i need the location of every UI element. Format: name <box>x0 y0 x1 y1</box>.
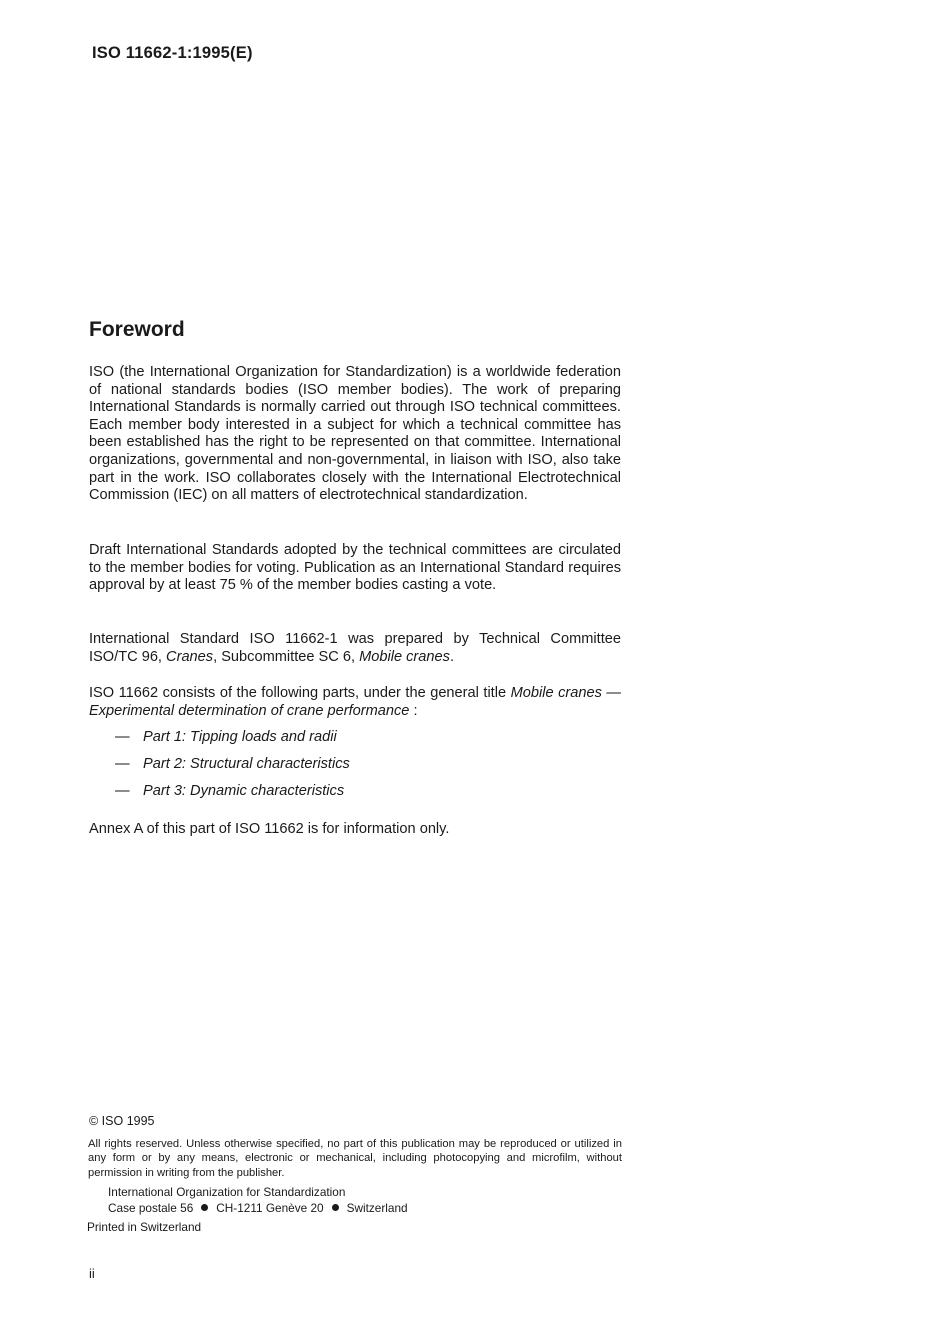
postal-code-city: CH-1211 Genève 20 <box>216 1200 324 1215</box>
text-span: ISO 11662 consists of the following parts, under the general title <box>89 685 511 701</box>
foreword-paragraph-3 <box>89 631 621 666</box>
paragraph-text: Draft International Standards adopted by the technical committees are circulated to the member bodies for voting. Publication as an International Standard requires approval by at least 75 % of the member bodies casting a vote. <box>89 542 621 594</box>
foreword-paragraph-1 <box>89 364 621 505</box>
bullet-separator <box>201 1204 208 1211</box>
text-span: International Standard ISO 11662-1 was prepared by Technical Committee ISO/TC 96, <box>89 631 621 665</box>
committee-name: Cranes <box>166 648 214 665</box>
list-item <box>115 729 350 756</box>
paragraph-text: ISO (the International Organization for Standardization) is a worldwide federation of national standards bodies (ISO member bodies). The work of preparing International Standards is normally carried out through ISO technical committees. Each member body interested in a subject for which a technical committee has been established has the right to be represented on that committee. International organizations, governmental and non-governmental, in liaison with ISO, also take part in the work. ISO collaborates closely with the International Electrotechnical Commission (IEC) on all matters of electrotechnical standardization. <box>89 364 621 504</box>
dash-marker: — <box>115 729 130 745</box>
document-code-header: ISO 11662-1:1995(E) <box>92 44 253 62</box>
text-span: , Subcommittee SC 6, <box>213 648 360 665</box>
bullet-separator <box>332 1204 339 1211</box>
list-item <box>115 756 350 783</box>
list-item <box>115 783 350 810</box>
paragraph-text <box>89 631 621 666</box>
dash-marker: — <box>115 783 130 799</box>
text-span: : <box>409 702 418 719</box>
foreword-heading: Foreword <box>89 318 185 341</box>
general-title: Mobile cranes — Experimental determination of crane performance <box>89 685 621 719</box>
foreword-paragraph-4 <box>89 685 621 720</box>
printed-in: Printed in Switzerland <box>87 1220 202 1234</box>
copyright-notice: © ISO 1995 <box>89 1114 155 1128</box>
postal-box: Case postale 56 <box>108 1200 194 1215</box>
paragraph-text <box>89 685 621 720</box>
subcommittee-name: Mobile cranes <box>359 648 450 665</box>
page-number: ii <box>89 1266 95 1281</box>
publisher-address <box>108 1185 408 1216</box>
foreword-paragraph-2 <box>89 542 621 595</box>
country: Switzerland <box>346 1200 408 1215</box>
annex-note: Annex A of this part of ISO 11662 is for information only. <box>89 821 450 837</box>
part-label: Part 3: Dynamic characteristics <box>143 783 345 799</box>
dash-marker: — <box>115 756 130 772</box>
rights-statement: All rights reserved. Unless otherwise specified, no part of this publication may be reproduced or utilized in any form or by any means, electronic or mechanical, including photocopying and microfilm, without permission in writing from the publisher. <box>88 1138 622 1179</box>
part-label: Part 2: Structural characteristics <box>143 756 350 772</box>
address-line <box>108 1201 408 1217</box>
organization-name: International Organization for Standardization <box>108 1185 346 1199</box>
part-label: Part 1: Tipping loads and radii <box>143 729 337 745</box>
text-span: . <box>449 648 455 665</box>
parts-list <box>115 729 350 810</box>
